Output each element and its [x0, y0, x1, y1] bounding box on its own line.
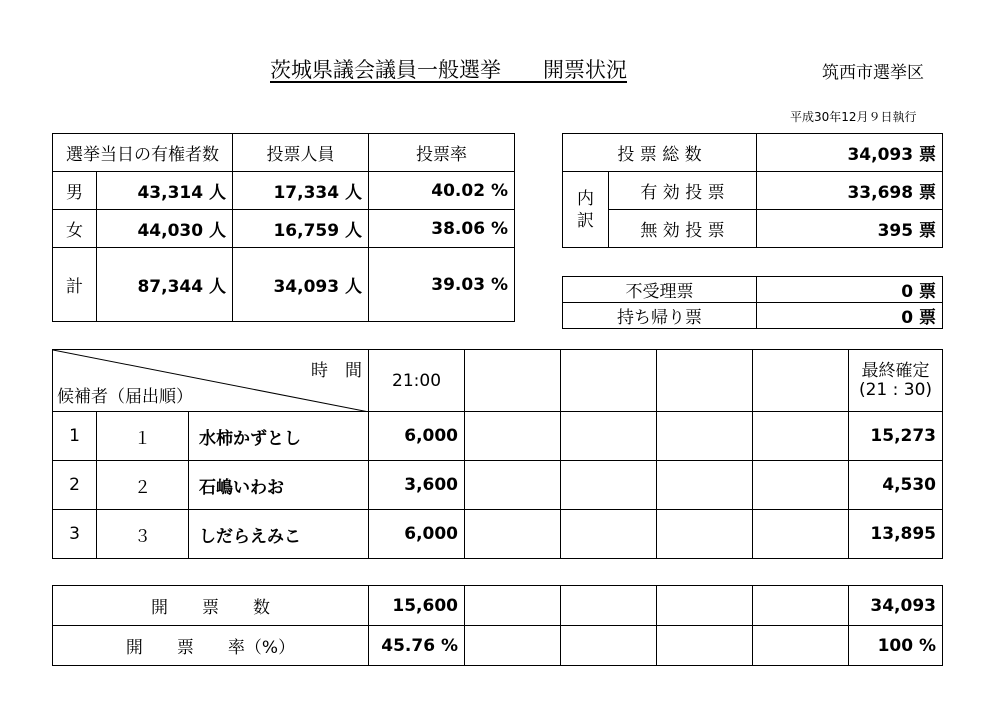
time-col-3 — [561, 350, 657, 412]
turnout-row-female: 女 44,030 人 16,759 人 38.06 % — [53, 210, 515, 248]
table-row: 2 ２ 石嶋いわお 3,600 4,530 — [53, 461, 943, 510]
time-header: 時 間 — [311, 361, 363, 381]
final-time: (21 : 30) — [858, 379, 933, 400]
final-header — [849, 350, 943, 412]
turnout-row-male: 男 43,314 人 17,334 人 40.02 % — [53, 172, 515, 210]
counted-row — [53, 586, 943, 626]
time-col-2 — [465, 350, 561, 412]
district-label: 筑西市選挙区 — [822, 63, 924, 83]
candidate-header: 候補者（届出順） — [57, 387, 193, 407]
valid-ballots-label: 有 効 投 票 — [609, 172, 757, 210]
candidate-name: 石嶋いわお — [189, 461, 369, 510]
turnout-table — [52, 133, 515, 322]
counted-label: 開 票 数 — [53, 586, 369, 626]
page-title: 茨城県議会議員一般選挙 開票状況 — [270, 58, 627, 82]
time-col-4 — [657, 350, 753, 412]
counted-final: 34,093 — [849, 586, 943, 626]
taken-home-label: 持ち帰り票 — [563, 303, 757, 329]
summary-table — [52, 585, 943, 666]
time-col-5 — [753, 350, 849, 412]
turnout-row-total: 計 87,344 人 34,093 人 39.03 % — [53, 248, 515, 322]
rate-final: 100 % — [849, 626, 943, 666]
candidate-name: しだらえみこ — [189, 510, 369, 559]
final-label: 最終確定 — [861, 360, 930, 381]
header-eligible-voters: 選挙当日の有権者数 — [53, 134, 233, 172]
counted-t1: 15,600 — [369, 586, 465, 626]
rate-label: 開 票 率（%） — [53, 626, 369, 666]
taken-home-value: 0 票 — [757, 303, 943, 329]
ballot-totals-table — [562, 133, 943, 248]
invalid-ballots-value: 395 票 — [757, 210, 943, 248]
unaccepted-value: 0 票 — [757, 277, 943, 303]
breakdown-label: 内訳 — [563, 172, 609, 248]
rate-row — [53, 626, 943, 666]
results-table — [52, 349, 943, 559]
total-ballots-label: 投 票 総 数 — [563, 134, 757, 172]
header-diagonal-cell — [53, 350, 369, 412]
header-voters: 投票人員 — [233, 134, 369, 172]
time-col-1: 21:00 — [369, 350, 465, 412]
header-turnout-rate: 投票率 — [369, 134, 515, 172]
election-date: 平成30年12月９日執行 — [790, 110, 917, 124]
valid-ballots-value: 33,698 票 — [757, 172, 943, 210]
table-row: 3 ３ しだらえみこ 6,000 13,895 — [53, 510, 943, 559]
total-ballots-value: 34,093 票 — [757, 134, 943, 172]
invalid-ballots-label: 無 効 投 票 — [609, 210, 757, 248]
other-ballots-table — [562, 276, 943, 329]
candidate-name: 水柿かずとし — [189, 412, 369, 461]
unaccepted-label: 不受理票 — [563, 277, 757, 303]
table-row: 1 １ 水柿かずとし 6,000 15,273 — [53, 412, 943, 461]
rate-t1: 45.76 % — [369, 626, 465, 666]
